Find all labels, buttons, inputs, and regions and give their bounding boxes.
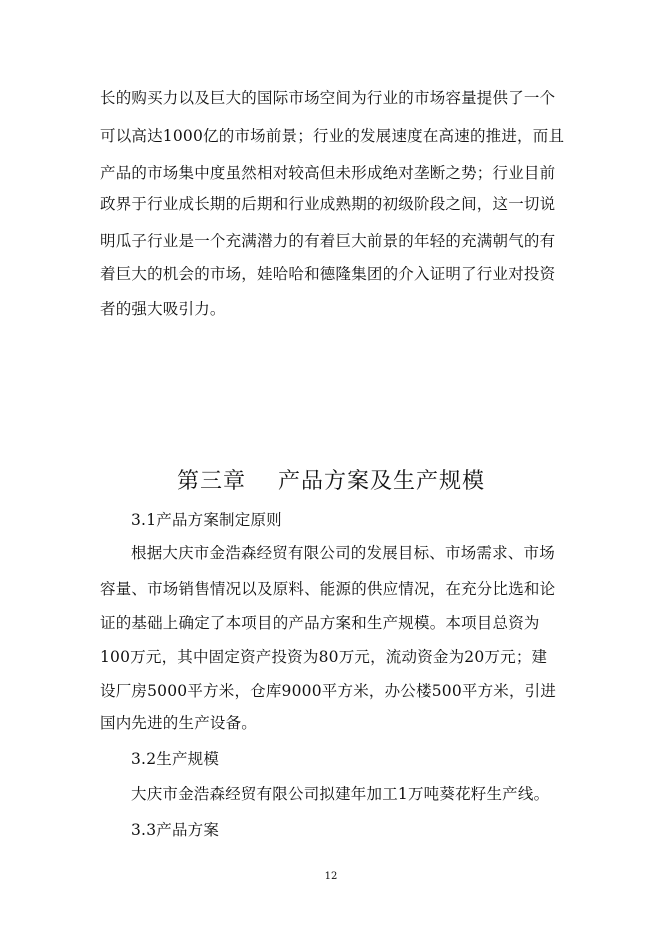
paragraph-line: 国内先进的生产设备。	[100, 714, 258, 732]
paragraph-line: 设厂房5000平方米，仓库9000平方米，办公楼500平方米，引进	[100, 682, 557, 700]
paragraph-line: 大庆市金浩森经贸有限公司拟建年加工1万吨葵花籽生产线。	[131, 785, 550, 803]
page-number: 12	[324, 871, 338, 882]
paragraph-line: 100万元，其中固定资产投资为80万元，流动资金为20万元；建	[100, 648, 548, 666]
paragraph-line: 长的购买力以及巨大的国际市场空间为行业的市场容量提供了一个	[100, 89, 556, 107]
paragraph-line: 者的强大吸引力。	[100, 300, 226, 318]
section-heading-3-1: 3.1产品方案制定原则	[131, 511, 282, 529]
chapter-title: 第三章 产品方案及生产规模	[177, 469, 485, 494]
paragraph-line: 明瓜子行业是一个充满潜力的有着巨大前景的年轻的充满朝气的有	[100, 232, 556, 250]
section-heading-3-3: 3.3产品方案	[131, 821, 220, 839]
paragraph-line: 产品的市场集中度虽然相对较高但未形成绝对垄断之势；行业目前	[100, 164, 556, 182]
paragraph-line: 可以高达1000亿的市场前景；行业的发展速度在高速的推进，而且	[100, 127, 565, 145]
paragraph-line: 政界于行业成长期的后期和行业成熟期的初级阶段之间，这一切说	[100, 195, 556, 213]
paragraph-line: 着巨大的机会的市场，娃哈哈和德隆集团的介入证明了行业对投资	[100, 265, 556, 283]
paragraph-line: 根据大庆市金浩森经贸有限公司的发展目标、市场需求、市场	[131, 544, 555, 562]
section-heading-3-2: 3.2生产规模	[131, 750, 220, 768]
paragraph-line: 证的基础上确定了本项目的产品方案和生产规模。本项目总资为	[100, 614, 540, 632]
paragraph-line: 容量、市场销售情况以及原料、能源的供应情况，在充分比选和论	[100, 580, 556, 598]
